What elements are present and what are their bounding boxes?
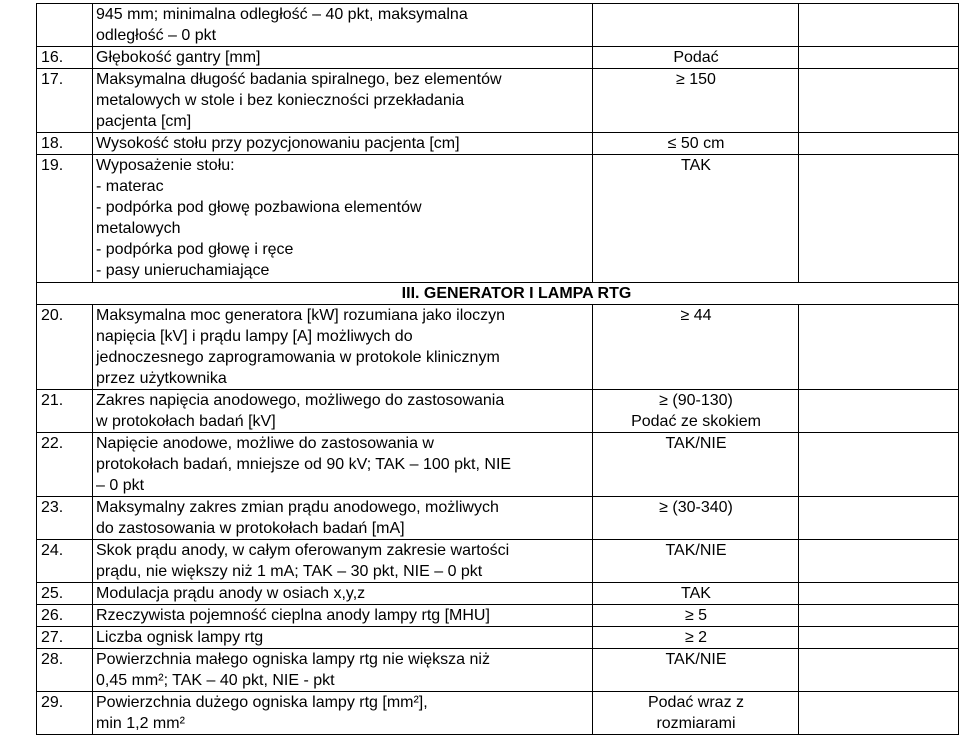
row-answer-cell bbox=[799, 4, 959, 47]
table-row bbox=[37, 627, 959, 649]
row-requirement: ≥ 2 bbox=[593, 627, 799, 649]
row-answer-cell bbox=[799, 155, 959, 283]
table-row bbox=[37, 305, 959, 390]
row-requirement: ≤ 50 cm bbox=[593, 133, 799, 155]
row-answer-cell bbox=[799, 47, 959, 69]
row-answer-cell bbox=[799, 69, 959, 133]
row-number: 21. bbox=[37, 390, 93, 433]
row-requirement: ≥ 5 bbox=[593, 605, 799, 627]
row-number: 26. bbox=[37, 605, 93, 627]
row-description: Wyposażenie stołu: - materac - podpórka pod głowę pozbawiona elementów metalowych - podpórka pod głowę i ręce - pasy unieruchamiające bbox=[93, 155, 593, 283]
row-answer-cell bbox=[799, 649, 959, 692]
row-description: Powierzchnia małego ogniska lampy rtg nie większa niż 0,45 mm²; TAK – 40 pkt, NIE - pkt bbox=[93, 649, 593, 692]
table-row bbox=[37, 47, 959, 69]
row-number: 24. bbox=[37, 540, 93, 583]
table-row bbox=[37, 649, 959, 692]
row-requirement: TAK/NIE bbox=[593, 433, 799, 497]
table-row bbox=[37, 155, 959, 283]
row-description: Skok prądu anody, w całym oferowanym zakresie wartości prądu, nie większy niż 1 mA; TAK – 30 pkt, NIE – 0 pkt bbox=[93, 540, 593, 583]
row-requirement: ≥ 150 bbox=[593, 69, 799, 133]
row-answer-cell bbox=[799, 605, 959, 627]
row-answer-cell bbox=[799, 133, 959, 155]
row-answer-cell bbox=[799, 433, 959, 497]
row-description: Głębokość gantry [mm] bbox=[93, 47, 593, 69]
section-header-row bbox=[37, 283, 959, 305]
row-description: Modulacja prądu anody w osiach x,y,z bbox=[93, 583, 593, 605]
row-number: 27. bbox=[37, 627, 93, 649]
row-answer-cell bbox=[799, 305, 959, 390]
row-number: 25. bbox=[37, 583, 93, 605]
row-number: 23. bbox=[37, 497, 93, 540]
table-row bbox=[37, 692, 959, 735]
row-requirement: TAK/NIE bbox=[593, 649, 799, 692]
row-number: 29. bbox=[37, 692, 93, 735]
row-answer-cell bbox=[799, 692, 959, 735]
row-requirement: ≥ (30-340) bbox=[593, 497, 799, 540]
row-description: Maksymalny zakres zmian prądu anodowego, możliwych do zastosowania w protokołach badań [mA] bbox=[93, 497, 593, 540]
row-number: 20. bbox=[37, 305, 93, 390]
table-row bbox=[37, 497, 959, 540]
row-answer-cell bbox=[799, 390, 959, 433]
row-description: Maksymalna moc generatora [kW] rozumiana jako iloczyn napięcia [kV] i prądu lampy [A] możliwych do jednoczesnego zaprogramowania w protokole klinicznym przez użytkownika bbox=[93, 305, 593, 390]
row-requirement: TAK bbox=[593, 155, 799, 283]
row-description: Liczba ognisk lampy rtg bbox=[93, 627, 593, 649]
row-description: Powierzchnia dużego ogniska lampy rtg [mm²], min 1,2 mm² bbox=[93, 692, 593, 735]
row-description: Zakres napięcia anodowego, możliwego do zastosowania w protokołach badań [kV] bbox=[93, 390, 593, 433]
row-description: Rzeczywista pojemność cieplna anody lampy rtg [MHU] bbox=[93, 605, 593, 627]
row-answer-cell bbox=[799, 627, 959, 649]
spec-table bbox=[36, 3, 959, 735]
row-requirement: Podać wraz z rozmiarami bbox=[593, 692, 799, 735]
row-number: 16. bbox=[37, 47, 93, 69]
row-answer-cell bbox=[799, 497, 959, 540]
row-number: 18. bbox=[37, 133, 93, 155]
row-description: Maksymalna długość badania spiralnego, bez elementów metalowych w stole i bez konieczności przekładania pacjenta [cm] bbox=[93, 69, 593, 133]
row-number: 17. bbox=[37, 69, 93, 133]
row-requirement: TAK/NIE bbox=[593, 540, 799, 583]
table-row bbox=[37, 583, 959, 605]
table-row bbox=[37, 605, 959, 627]
row-requirement: Podać bbox=[593, 47, 799, 69]
table-row bbox=[37, 4, 959, 47]
table-row bbox=[37, 390, 959, 433]
table-row bbox=[37, 133, 959, 155]
table-row bbox=[37, 69, 959, 133]
row-requirement: ≥ (90-130) Podać ze skokiem bbox=[593, 390, 799, 433]
row-requirement: ≥ 44 bbox=[593, 305, 799, 390]
row-answer-cell bbox=[799, 583, 959, 605]
row-requirement: TAK bbox=[593, 583, 799, 605]
row-number: 22. bbox=[37, 433, 93, 497]
row-number bbox=[37, 4, 93, 47]
spec-table-body bbox=[37, 4, 959, 735]
row-requirement bbox=[593, 4, 799, 47]
table-row bbox=[37, 433, 959, 497]
row-number: 19. bbox=[37, 155, 93, 283]
row-description: Wysokość stołu przy pozycjonowaniu pacjenta [cm] bbox=[93, 133, 593, 155]
row-description: Napięcie anodowe, możliwe do zastosowania w protokołach badań, mniejsze od 90 kV; TAK – 100 pkt, NIE – 0 pkt bbox=[93, 433, 593, 497]
section-title: III. GENERATOR I LAMPA RTG bbox=[37, 283, 959, 305]
table-row bbox=[37, 540, 959, 583]
row-number: 28. bbox=[37, 649, 93, 692]
row-answer-cell bbox=[799, 540, 959, 583]
row-description: 945 mm; minimalna odległość – 40 pkt, maksymalna odległość – 0 pkt bbox=[93, 4, 593, 47]
